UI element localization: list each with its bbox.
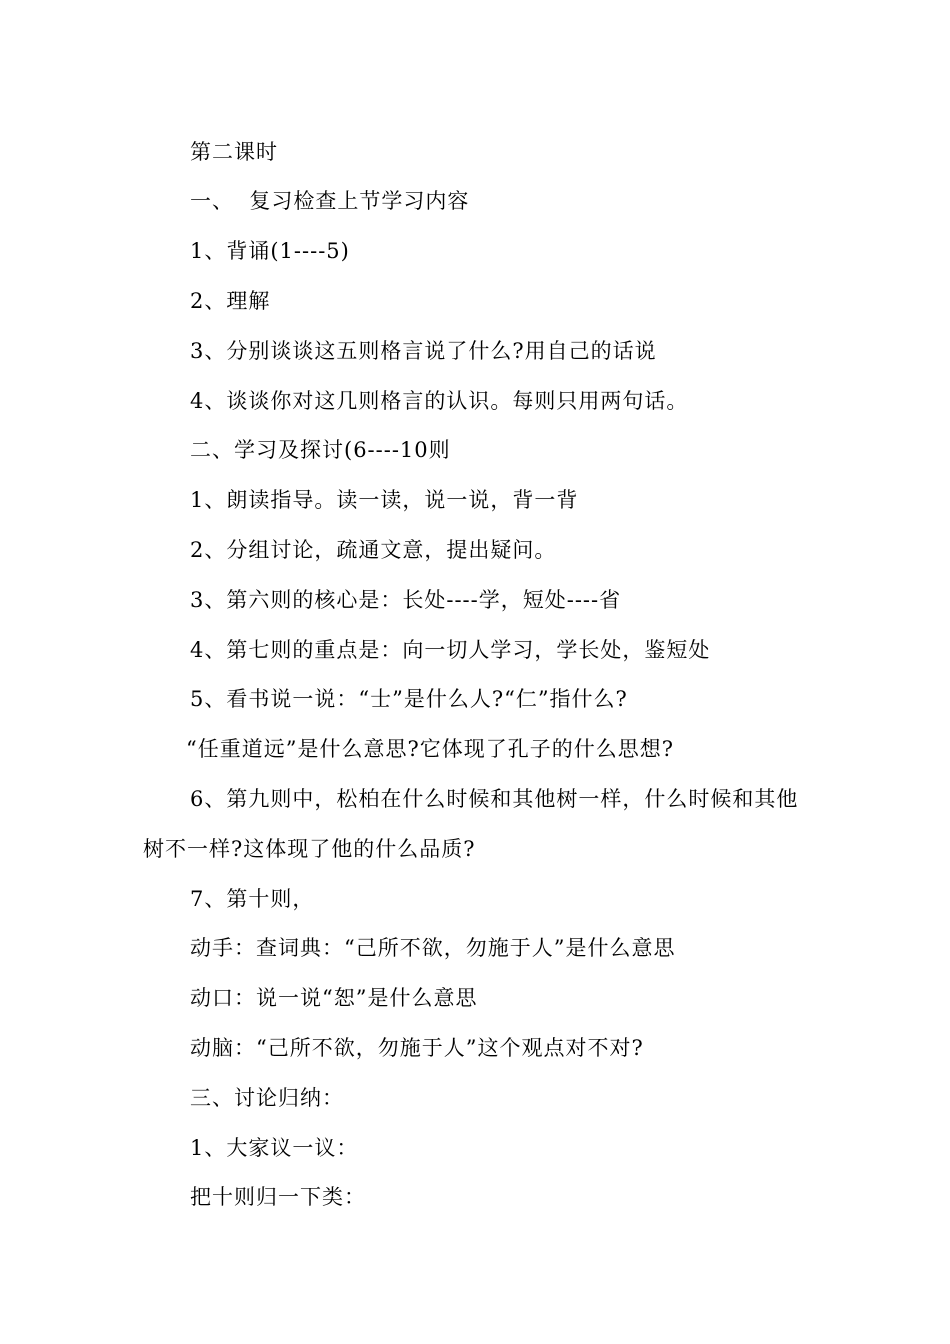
list-item: 4、谈谈你对这几则格言的认识。每则只用两句话。 bbox=[190, 389, 689, 413]
paragraph-line: 动口：说一说“恕”是什么意思 bbox=[190, 986, 478, 1010]
paragraph-line: “任重道远”是什么意思?它体现了孔子的什么思想? bbox=[186, 737, 674, 761]
list-item: 2、理解 bbox=[190, 289, 271, 313]
lesson-title: 第二课时 bbox=[190, 140, 278, 164]
list-item: 3、分别谈谈这五则格言说了什么?用自己的话说 bbox=[190, 339, 657, 363]
paragraph-line: 动手：查词典：“己所不欲，勿施于人”是什么意思 bbox=[190, 936, 676, 960]
section-heading-summary: 三、讨论归纳： bbox=[190, 1086, 344, 1110]
paragraph-line: 动脑：“己所不欲，勿施于人”这个观点对不对? bbox=[190, 1036, 644, 1060]
section-heading-review: 一、 复习检查上节学习内容 bbox=[190, 189, 470, 213]
list-item: 6、第九则中，松柏在什么时候和其他树一样，什么时候和其他 bbox=[190, 787, 799, 811]
list-item: 7、第十则， bbox=[190, 887, 315, 911]
list-item: 3、第六则的核心是：长处----学，短处----省 bbox=[190, 588, 622, 612]
list-item: 1、背诵(1----5) bbox=[190, 239, 350, 263]
list-item: 5、看书说一说：“士”是什么人?“仁”指什么? bbox=[190, 687, 628, 711]
list-item: 4、第七则的重点是：向一切人学习，学长处，鉴短处 bbox=[190, 638, 711, 662]
paragraph-line: 把十则归一下类： bbox=[190, 1185, 366, 1209]
list-item: 1、大家议一议： bbox=[190, 1136, 359, 1160]
list-item: 2、分组讨论，疏通文意，提出疑问。 bbox=[190, 538, 557, 562]
paragraph-line: 树不一样?这体现了他的什么品质? bbox=[143, 837, 476, 861]
section-heading-study: 二、学习及探讨(6----10则 bbox=[190, 438, 451, 462]
list-item: 1、朗读指导。读一读，说一说，背一背 bbox=[190, 488, 579, 512]
